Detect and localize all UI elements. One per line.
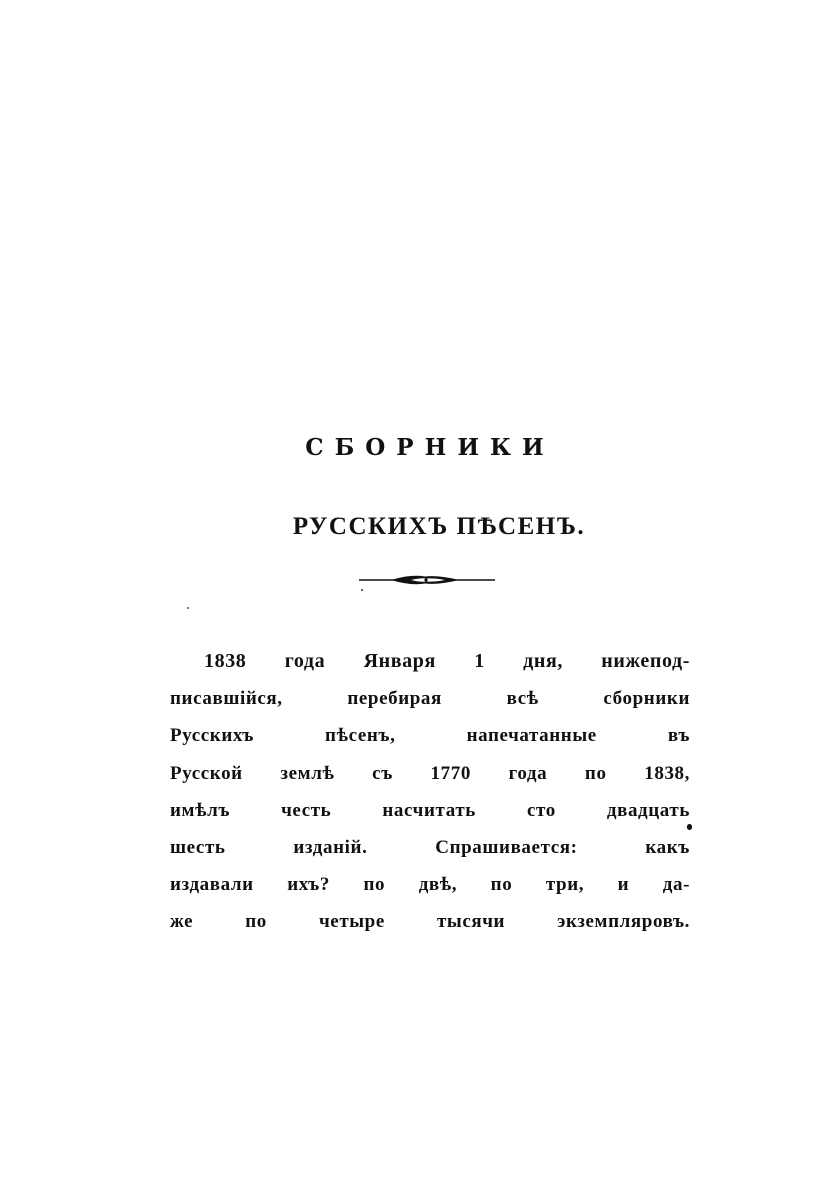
paragraph-line: Русской землѣ съ 1770 года по 1838, (170, 762, 690, 784)
paper-speck (187, 607, 189, 609)
page-subtitle: РУССКИХЪ ПѢСЕНЪ. (292, 513, 586, 540)
paragraph-line: имѣлъ честь насчитать сто двадцать (170, 799, 690, 821)
paragraph-line: 1838 года Января 1 дня, нижепод- (204, 650, 690, 672)
paragraph-line: писавшійся, перебирая всѣ сборники (170, 688, 690, 710)
body-paragraph (170, 643, 690, 941)
paragraph-line: Русскихъ пѣсенъ, напечатанные въ (170, 725, 690, 747)
page-title: СБОРНИКИ (305, 434, 555, 461)
paragraph-line: шесть изданій. Спрашивается: какъ (170, 836, 690, 858)
paragraph-line: издавали ихъ? по двѣ, по три, и да- (170, 874, 690, 896)
ornamental-rule-icon (359, 568, 495, 592)
paragraph-line: же по четыре тысячи экземпляровъ. (170, 911, 690, 933)
